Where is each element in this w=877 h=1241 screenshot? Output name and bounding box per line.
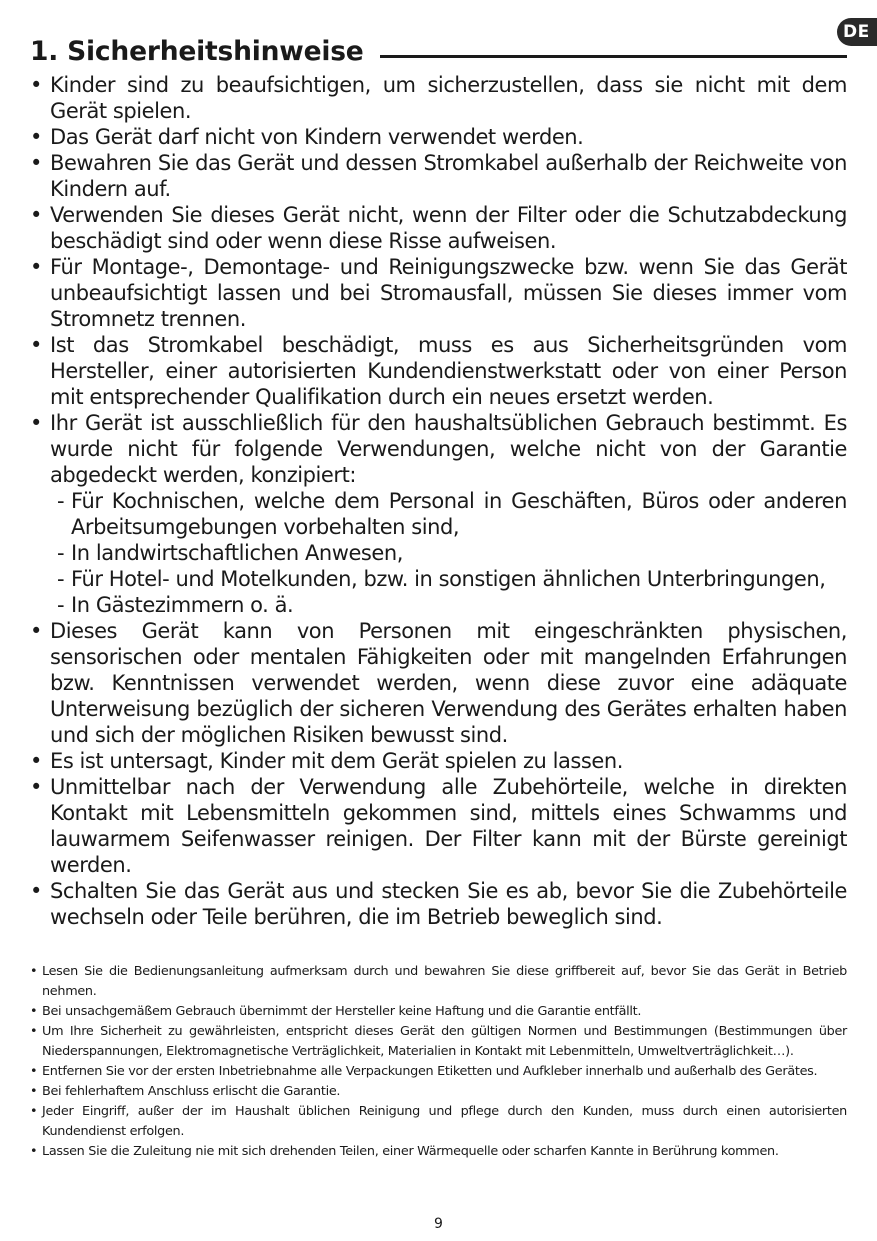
sublist-item: - In landwirtschaftlichen Anwesen, bbox=[50, 540, 847, 566]
note-item: • Bei unsachgemäßem Gebrauch übernimmt der Hersteller keine Haftung und die Garantie entfällt. bbox=[30, 1002, 847, 1022]
sublist-item: - Für Hotel- und Motelkunden, bzw. in sonstigen ähnlichen Unterbringungen, bbox=[50, 566, 847, 592]
section-title: 1. Sicherheitshinweise bbox=[30, 36, 364, 67]
list-item: • Für Montage-, Demontage- und Reinigungszwecke bzw. wenn Sie das Gerät unbeaufsichtigt lassen und bei Stromausfall, müssen Sie dieses immer vom Stromnetz trennen. bbox=[30, 254, 847, 332]
language-badge: DE bbox=[837, 18, 877, 46]
list-item-usage bbox=[30, 410, 847, 618]
list-item: • Unmittelbar nach der Verwendung alle Zubehörteile, welche in direkten Kontakt mit Lebensmitteln gekommen sind, mittels eines Schwamms und lauwarmem Seifenwasser reinigen. Der Filter kann mit der Bürste gereinigt werden. bbox=[30, 774, 847, 878]
usage-text: Ihr Gerät ist ausschließlich für den haushaltsüblichen Gebrauch bestimmt. Es wurde nicht für folgende Verwendungen, welche nicht von der Garantie abgedeckt werden, konzipiert: bbox=[50, 411, 847, 487]
list-item: • Bewahren Sie das Gerät und dessen Stromkabel außerhalb der Reichweite von Kindern auf. bbox=[30, 150, 847, 202]
sublist-item: - In Gästezimmern o. ä. bbox=[50, 592, 847, 618]
additional-notes-list bbox=[30, 962, 847, 1162]
section-heading bbox=[30, 36, 847, 67]
list-item: • Dieses Gerät kann von Personen mit eingeschränkten physischen, sensorischen oder mentalen Fähigkeiten oder mit mangelnden Erfahrungen bzw. Kenntnissen verwendet werden, wenn diese zuvor eine adäquate Unterweisung bezüglich der sicheren Verwendung des Gerätes erhalten haben und sich der möglichen Risiken bewusst sind. bbox=[30, 618, 847, 748]
list-item: • Es ist untersagt, Kinder mit dem Gerät spielen zu lassen. bbox=[30, 748, 847, 774]
heading-rule bbox=[380, 55, 847, 58]
note-item: • Bei fehlerhaftem Anschluss erlischt die Garantie. bbox=[30, 1082, 847, 1102]
sublist-item: - Für Kochnischen, welche dem Personal in Geschäften, Büros oder anderen Arbeitsumgebungen vorbehalten sind, bbox=[50, 488, 847, 540]
list-item: • Ist das Stromkabel beschädigt, muss es aus Sicherheitsgründen vom Hersteller, einer autorisierten Kundendienstwerkstatt oder von einer Person mit entsprechender Qualifikation durch ein neues ersetzt werden. bbox=[30, 332, 847, 410]
note-item: • Lassen Sie die Zuleitung nie mit sich drehenden Teilen, einer Wärmequelle oder scharfen Kannte in Berührung kommen. bbox=[30, 1142, 847, 1162]
list-item: • Verwenden Sie dieses Gerät nicht, wenn der Filter oder die Schutzabdeckung beschädigt sind oder wenn diese Risse aufweisen. bbox=[30, 202, 847, 254]
usage-sublist bbox=[50, 488, 847, 618]
list-item: • Kinder sind zu beaufsichtigen, um sicherzustellen, dass sie nicht mit dem Gerät spielen. bbox=[30, 72, 847, 124]
page-number: 9 bbox=[434, 1216, 443, 1232]
note-item: • Um Ihre Sicherheit zu gewährleisten, entspricht dieses Gerät den gültigen Normen und Bestimmungen (Bestimmungen über Niederspannungen, Elektromagnetische Verträglichkeit, Materialien in Kontakt mit Lebenmitteln, Umweltverträglichkeit…). bbox=[30, 1022, 847, 1062]
note-item: • Lesen Sie die Bedienungsanleitung aufmerksam durch und bewahren Sie diese griffbereit auf, bevor Sie das Gerät in Betrieb nehmen. bbox=[30, 962, 847, 1002]
list-item: • Schalten Sie das Gerät aus und stecken Sie es ab, bevor Sie die Zubehörteile wechseln oder Teile berühren, die im Betrieb beweglich sind. bbox=[30, 878, 847, 930]
list-item: • Das Gerät darf nicht von Kindern verwendet werden. bbox=[30, 124, 847, 150]
note-item: • Entfernen Sie vor der ersten Inbetriebnahme alle Verpackungen Etiketten und Aufkleber innerhalb und außerhalb des Gerätes. bbox=[30, 1062, 847, 1082]
safety-list bbox=[30, 72, 847, 930]
note-item: • Jeder Eingriff, außer der im Haushalt üblichen Reinigung und pflege durch den Kunden, muss durch einen autorisierten Kundendienst erfolgen. bbox=[30, 1102, 847, 1142]
